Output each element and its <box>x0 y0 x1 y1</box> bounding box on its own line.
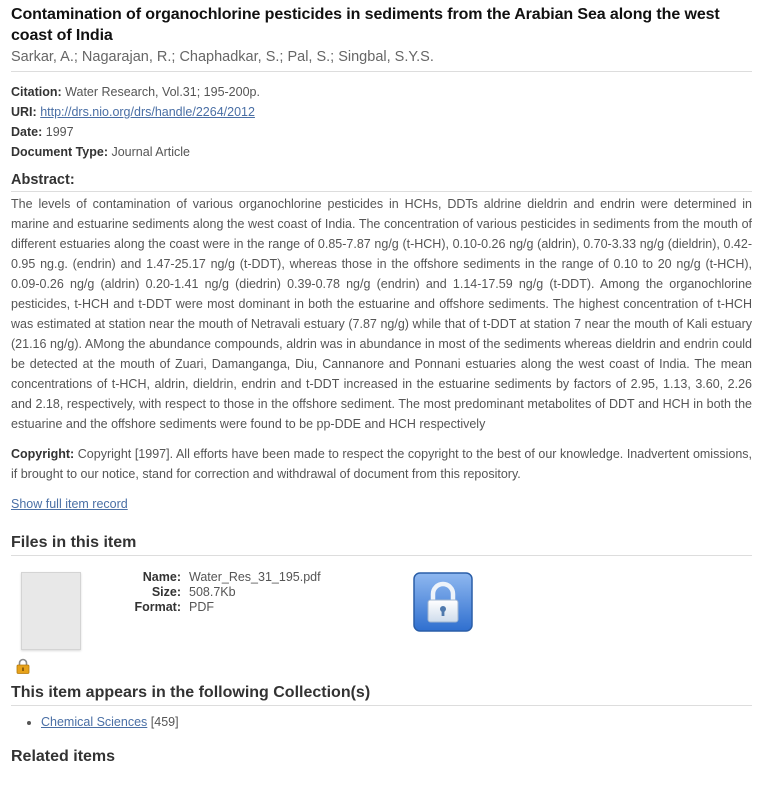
item-metadata <box>11 82 752 162</box>
citation-label: Citation: <box>11 85 62 99</box>
collection-count: [459] <box>150 715 179 729</box>
collections-heading: This item appears in the following Collection(s) <box>11 684 371 701</box>
file-size-label: Size: <box>151 585 181 599</box>
date-row <box>11 122 752 142</box>
file-entry <box>11 562 752 682</box>
related-items-heading: Related items <box>11 748 116 765</box>
abstract-text: The levels of contamination of various organochlorine pesticides in HCHs, DDTs aldrine dieldrin and endrin were determined in marine and estuarine sediments along the west coast of India. The concentration of various pesticides in sediments from the mouth of different estuaries along the coast were in the range of 0.85-7.87 ng/g (t-HCH), 0.10-0.26 ng/g (aldrin), 0.70-3.33 ng/g (dieldrin), 0.42-0.95 ng.g. (endrin) and 1.47-25.17 ng/g (t-DDT), whereas those in the offshore sediments in the range of 0.10 to 20 ng/g (t-HCH), 0.09-0.26 ng/g (aldrin) 0.20-1.41 ng/g (diedrin) 0.39-0.78 ng/g (endrin) and 1.14-17.59 ng/g (t-DDT). Among the organochlorine pesticides, t-HCH and t-DDT were most dominant in both the estuarine and offshore sediments. The highest concentration of t-HCH was estimated at station near the mouth of Netravali estuary (7.87 ng/g) while that of t-DDT at station 7 near the mouth of Kali estuary (21.16 ng/g). AMong the abundance compounds, aldrin was in abundance in most of the sediments whereas dieldrin and endrin could be detected at the mouth of Zuari, Damanganga, Diu, Cannanore and Ponnani estuaries along the west coast of India. The mean concentrations of t-HCH, aldrin, dieldrin, endrin and t-DDT increased in the estuarine sediments by factors of 2.95, 1.13, 3.60, 2.26 and 2.18, respectively, with respect to those in the offshore sediment. The most predominant metabolites of DDT and HCH in both the estuarine and the offshore sediments were found to be pp-DDE and HCH respectively <box>11 197 752 431</box>
files-heading: Files in this item <box>11 534 137 551</box>
abstract-divider <box>11 191 752 192</box>
uri-row <box>11 102 752 122</box>
copyright-label: Copyright: <box>11 447 75 461</box>
date-value: 1997 <box>45 125 74 139</box>
document-type-value: Journal Article <box>111 145 190 159</box>
uri-link[interactable]: http://drs.nio.org/drs/handle/2264/2012 <box>40 105 255 119</box>
file-thumbnail[interactable] <box>21 572 81 650</box>
file-size-value: 508.7Kb <box>189 585 236 599</box>
citation-row <box>11 82 752 102</box>
file-metadata <box>115 570 321 615</box>
document-type-label: Document Type: <box>11 145 108 159</box>
citation-value: Water Research, Vol.31; 195-200p. <box>65 85 260 99</box>
document-type-row <box>11 142 752 162</box>
file-name-label: Name: <box>142 570 181 584</box>
file-format-row <box>115 600 321 615</box>
copyright-text: Copyright [1997]. All efforts have been made to respect the copyright to the best of our knowledge. Inadvertent omissions, if brought to our notice, stand for correction and withdrawal of document from this repository. <box>11 447 752 481</box>
collections-list <box>11 714 752 730</box>
abstract-heading: Abstract: <box>11 172 75 188</box>
files-divider <box>11 555 752 556</box>
file-format-label: Format: <box>134 600 181 614</box>
restricted-lock-icon <box>16 658 30 674</box>
item-page <box>11 0 752 768</box>
title-divider <box>11 71 752 72</box>
full-record-row <box>11 494 752 514</box>
file-name-row <box>115 570 321 585</box>
locked-file-icon[interactable] <box>413 572 473 632</box>
date-label: Date: <box>11 125 43 139</box>
file-format-value: PDF <box>189 600 214 614</box>
item-title: Contamination of organochlorine pesticides in sediments from the Arabian Sea along the west coast of India <box>11 6 720 44</box>
show-full-record-link[interactable]: Show full item record <box>11 497 128 511</box>
file-name-value: Water_Res_31_195.pdf <box>189 570 321 584</box>
copyright-block <box>11 444 752 484</box>
collections-divider <box>11 705 752 706</box>
collection-link-chemical-sciences[interactable]: Chemical Sciences <box>41 715 148 729</box>
list-item <box>41 714 752 730</box>
uri-label: URI: <box>11 105 37 119</box>
file-size-row <box>115 585 321 600</box>
item-authors: Sarkar, A.; Nagarajan, R.; Chaphadkar, S.; Pal, S.; Singbal, S.Y.S. <box>11 49 434 65</box>
